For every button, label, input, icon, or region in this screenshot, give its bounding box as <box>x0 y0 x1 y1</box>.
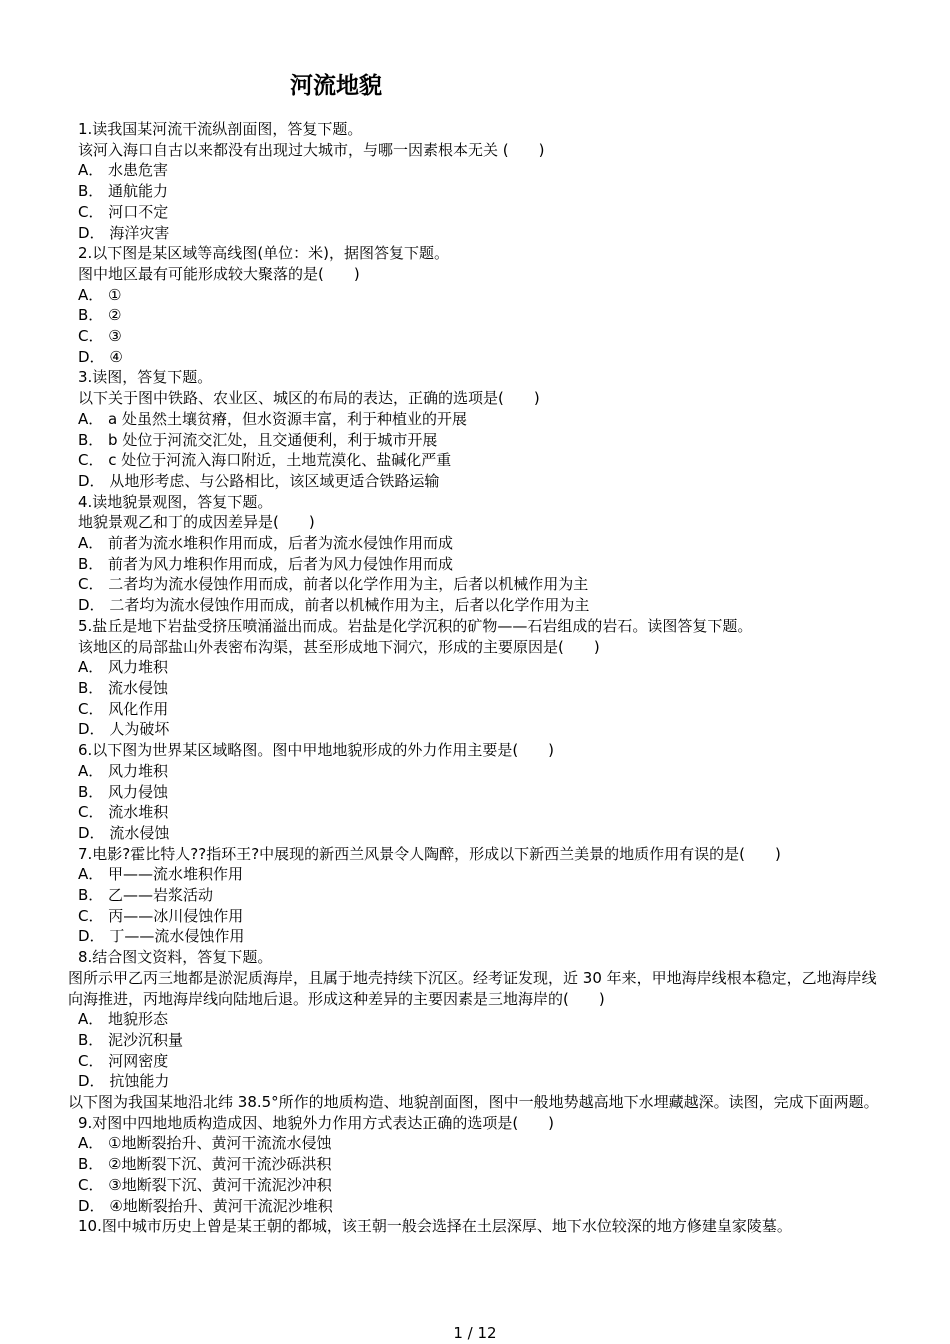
question-6-option-b: B． 风力侵蚀 <box>78 782 169 801</box>
question-8-intro: 8.结合图文资料，答复下题。 <box>78 948 273 967</box>
question-9-option-b: B． ②地断裂下沉、黄河干流沙砾洪积 <box>78 1155 332 1174</box>
question-4-option-b: B． 前者为风力堆积作用而成，后者为风力侵蚀作用而成 <box>78 554 454 573</box>
question-5-option-c: C． 风化作用 <box>78 699 169 718</box>
question-5-stem: 该地区的局部盐山外表密布沟渠，甚至形成地下洞穴，形成的主要原因是( ) <box>78 637 600 656</box>
question-3-intro: 3.读图，答复下题。 <box>78 368 213 387</box>
question-3-option-b: B． b 处位于河流交汇处，且交通便利，利于城市开展 <box>78 430 438 449</box>
page-number: 1 / 12 <box>453 1324 497 1342</box>
question-9-option-c: C． ③地断裂下沉、黄河干流泥沙冲积 <box>78 1175 332 1194</box>
question-2-option-d: D． ④ <box>78 347 123 366</box>
question-6-option-a: A． 风力堆积 <box>78 761 169 780</box>
question-2-intro: 2.以下图是某区域等高线图(单位：米)，据图答复下题。 <box>78 244 450 263</box>
page-title: 河流地貌 <box>290 73 382 99</box>
question-2-option-c: C． ③ <box>78 327 122 346</box>
question-1-intro: 1.读我国某河流干流纵剖面图，答复下题。 <box>78 120 363 138</box>
question-7-option-a: A． 甲——流水堆积作用 <box>78 865 244 884</box>
question-5-option-b: B． 流水侵蚀 <box>78 678 169 697</box>
question-1-option-a: A． 水患危害 <box>78 161 169 180</box>
question-9-stem: 9.对图中四地地质构造成因、地貌外力作用方式表达正确的选项是( ) <box>78 1113 555 1132</box>
question-4-intro: 4.读地貌景观图，答复下题。 <box>78 492 273 511</box>
question-3-stem: 以下关于图中铁路、农业区、城区的布局的表达，正确的选项是( ) <box>78 389 540 408</box>
question-list <box>68 119 886 1237</box>
question-6-option-c: C． 流水堆积 <box>78 803 169 822</box>
question-3-option-d: D． 从地形考虑、与公路相比，该区域更适合铁路运输 <box>78 471 440 490</box>
question-8-option-b: B． 泥沙沉积量 <box>78 1030 184 1049</box>
question-7-stem: 7.电影?霍比特人??指环王?中展现的新西兰风景令人陶醉，形成以下新西兰美景的地质作用有误的是( ) <box>78 844 781 863</box>
question-7-option-b: B． 乙——岩浆活动 <box>78 886 214 905</box>
question-5-option-d: D． 人为破坏 <box>78 720 170 739</box>
question-5-intro: 5.盐丘是地下岩盐受挤压喷涌溢出而成。岩盐是化学沉积的矿物——石岩组成的岩石。读图答复下题。 <box>78 616 753 635</box>
question-4-stem: 地貌景观乙和丁的成因差异是( ) <box>78 513 315 532</box>
question-1-option-c: C． 河口不定 <box>78 202 169 221</box>
question-7-option-c: C． 丙——冰川侵蚀作用 <box>78 906 244 925</box>
question-1-stem: 该河入海口自古以来都没有出现过大城市，与哪一因素根本无关 ( ) <box>78 140 545 159</box>
question-10-stem: 10.图中城市历史上曾是某王朝的都城，该王朝一般会选择在土层深厚、地下水位较深的地方修建皇家陵墓。 <box>78 1217 792 1236</box>
questions-9-10-intro: 以下图为我国某地沿北纬 38.5°所作的地质构造、地貌剖面图，图中一般地势越高地下水埋藏越深。读图，完成下面两题。 <box>68 1093 879 1112</box>
question-9-option-d: D． ④地断裂抬升、黄河干流泥沙堆积 <box>78 1196 333 1215</box>
question-2-stem: 图中地区最有可能形成较大聚落的是( ) <box>78 264 360 283</box>
question-6-option-d: D． 流水侵蚀 <box>78 823 170 842</box>
question-1-option-b: B． 通航能力 <box>78 182 169 201</box>
question-1-option-d: D． 海洋灾害 <box>78 223 170 242</box>
question-8-option-c: C． 河网密度 <box>78 1051 169 1070</box>
question-3-option-c: C． c 处位于河流入海口附近，土地荒漠化、盐碱化严重 <box>78 451 452 470</box>
question-8-option-d: D． 抗蚀能力 <box>78 1072 170 1091</box>
question-4-option-c: C． 二者均为流水侵蚀作用而成，前者以化学作用为主，后者以机械作用为主 <box>78 575 589 594</box>
question-8-stem: 图所示甲乙丙三地都是淤泥质海岸，且属于地壳持续下沉区。经考证发现，近 30 年来，甲地海岸线根本稳定，乙地海岸线向海推进，丙地海岸线向陆地后退。形成这种差异的主要因素是三地海岸的( ) <box>68 968 877 1008</box>
question-5-option-a: A． 风力堆积 <box>78 658 169 677</box>
question-7-option-d: D． 丁——流水侵蚀作用 <box>78 927 245 946</box>
question-3-option-a: A． a 处虽然土壤贫瘠，但水资源丰富，利于种植业的开展 <box>78 409 467 428</box>
question-6-stem: 6.以下图为世界某区域略图。图中甲地地貌形成的外力作用主要是( ) <box>78 741 555 760</box>
question-4-option-a: A． 前者为流水堆积作用而成，后者为流水侵蚀作用而成 <box>78 534 454 553</box>
question-2-option-a: A． ① <box>78 285 122 304</box>
question-9-option-a: A． ①地断裂抬升、黄河干流流水侵蚀 <box>78 1134 332 1153</box>
question-2-option-b: B． ② <box>78 306 122 325</box>
question-8-option-a: A． 地貌形态 <box>78 1010 169 1029</box>
question-4-option-d: D． 二者均为流水侵蚀作用而成，前者以机械作用为主，后者以化学作用为主 <box>78 596 590 615</box>
